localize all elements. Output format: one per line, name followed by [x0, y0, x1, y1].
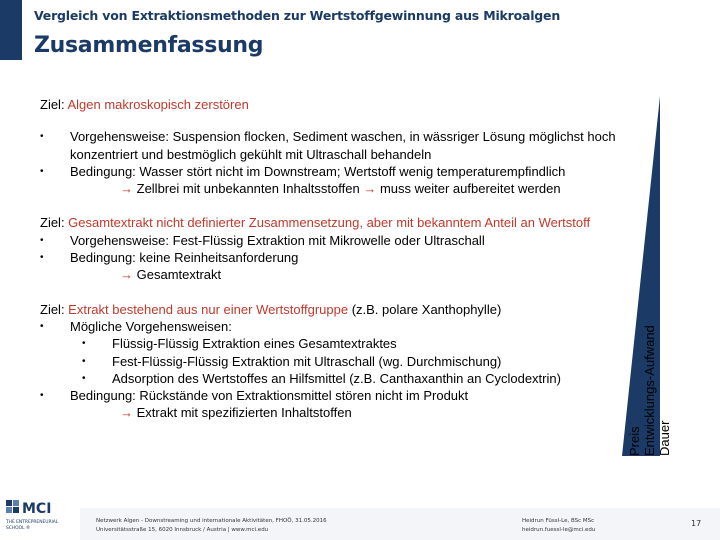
result-text: Gesamtextrakt [136, 267, 222, 283]
sub-bullet-item [40, 370, 640, 387]
logo-subtext: SCHOOL ® [6, 526, 31, 531]
footer-address: Universitätsstraße 15, 6020 Innsbruck / Austria | www.mci.edu [96, 527, 269, 533]
section-2 [40, 214, 640, 283]
result-line [40, 180, 640, 197]
arrow-icon: → [120, 267, 133, 283]
bullet-icon: • [40, 131, 44, 143]
axis-label-stack [627, 325, 672, 456]
axis-label-duration: Dauer [657, 420, 672, 456]
page-number: 17 [691, 519, 702, 528]
slide-body [40, 96, 640, 422]
sub-bullet-item [40, 335, 640, 352]
goal-line [40, 301, 640, 318]
bullet-icon: • [40, 390, 44, 402]
sub-bullet-item [40, 353, 640, 370]
bullet-item [40, 163, 640, 180]
footer-email: heidrun.fuessl-le@mci.edu [522, 527, 596, 533]
bullet-item [40, 232, 640, 249]
bullet-icon: • [40, 234, 44, 246]
slide-title: Zusammenfassung [34, 33, 264, 58]
goal-label: Ziel: [40, 215, 69, 231]
goal-text: Algen makroskopisch zerstören [67, 97, 249, 112]
result-text: Extrakt mit spezifizierten Inhaltstoffen [136, 405, 352, 421]
goal-line [40, 96, 640, 113]
bullet-icon: • [40, 165, 44, 177]
logo-subtext: THE ENTREPRENEURIAL [6, 520, 59, 525]
arrow-icon: → [120, 181, 133, 197]
bullet-item [40, 387, 640, 404]
sub-bullet-text: Adsorption des Wertstoffes an Hilfsmittel (z.B. Canthaxanthin an Cyclodextrin) [112, 370, 561, 386]
result-line [40, 404, 640, 421]
footer-author: Heidrun Füssl-Le, BSc MSc [522, 518, 595, 524]
goal-text: Extrakt bestehend aus nur einer Wertstoffgruppe [68, 301, 349, 317]
goal-label: Ziel: [40, 97, 68, 112]
bullet-text: Bedingung: Wasser stört nicht im Downstream; Wertstoff wenig temperaturempfindlich [70, 163, 566, 179]
footer-event: Netzwerk Algen - Downstreaming und internationale Aktivitäten, FHOÖ, 31.05.2016 [96, 518, 327, 524]
bullet-text: Bedingung: Rückstände von Extraktionsmittel stören nicht im Produkt [70, 388, 469, 404]
axis-label-price: Preis [627, 426, 642, 456]
bullet-icon: • [82, 372, 86, 384]
goal-text: Gesamtextrakt nicht definierter Zusammensetzung, aber mit bekanntem Anteil an Wertstoff [68, 215, 591, 231]
bullet-icon: • [82, 338, 86, 350]
goal-line [40, 214, 640, 231]
bullet-item [40, 128, 640, 145]
bullet-item [40, 318, 640, 335]
bullet-text: Bedingung: keine Reinheitsanforderung [70, 250, 299, 266]
section-1 [40, 96, 640, 197]
bullet-item [40, 249, 640, 266]
header-accent-bar [0, 0, 22, 60]
bullet-continuation [40, 146, 640, 163]
result-text: Zellbrei mit unbekannten Inhaltsstoffen [136, 181, 360, 197]
bullet-text: konzentriert und bestmöglich gekühlt mit Ultraschall behandeln [70, 146, 432, 162]
mci-logo [4, 497, 74, 537]
footer-event-info [96, 517, 327, 535]
footer-author-info [522, 517, 595, 535]
logo-text: MCI [22, 501, 52, 517]
bullet-text: Vorgehensweise: Fest-Flüssig Extraktion mit Mikrowelle oder Ultraschall [70, 232, 485, 248]
bullet-icon: • [40, 320, 44, 332]
arrow-icon: → [120, 405, 133, 421]
axis-label-effort: Entwicklungs-Aufwand [642, 325, 657, 456]
result-text: muss weiter aufbereitet werden [379, 181, 561, 197]
bullet-text: Mögliche Vorgehensweisen: [70, 318, 232, 334]
result-line [40, 266, 640, 283]
sub-bullet-text: Flüssig-Flüssig Extraktion eines Gesamtextraktes [112, 336, 397, 352]
goal-label: Ziel: [40, 301, 69, 317]
sub-bullet-text: Fest-Flüssig-Flüssig Extraktion mit Ultraschall (wg. Durchmischung) [112, 353, 502, 369]
bullet-icon: • [40, 252, 44, 264]
bullet-text: Vorgehensweise: Suspension flocken, Sediment waschen, in wässriger Lösung möglichst hoch [70, 129, 616, 145]
section-3 [40, 301, 640, 422]
slide-subtitle: Vergleich von Extraktionsmethoden zur Wertstoffgewinnung aus Mikroalgen [34, 8, 561, 23]
goal-text-note: (z.B. polare Xanthophylle) [348, 301, 502, 317]
bullet-icon: • [82, 355, 86, 367]
arrow-icon: → [363, 181, 377, 197]
